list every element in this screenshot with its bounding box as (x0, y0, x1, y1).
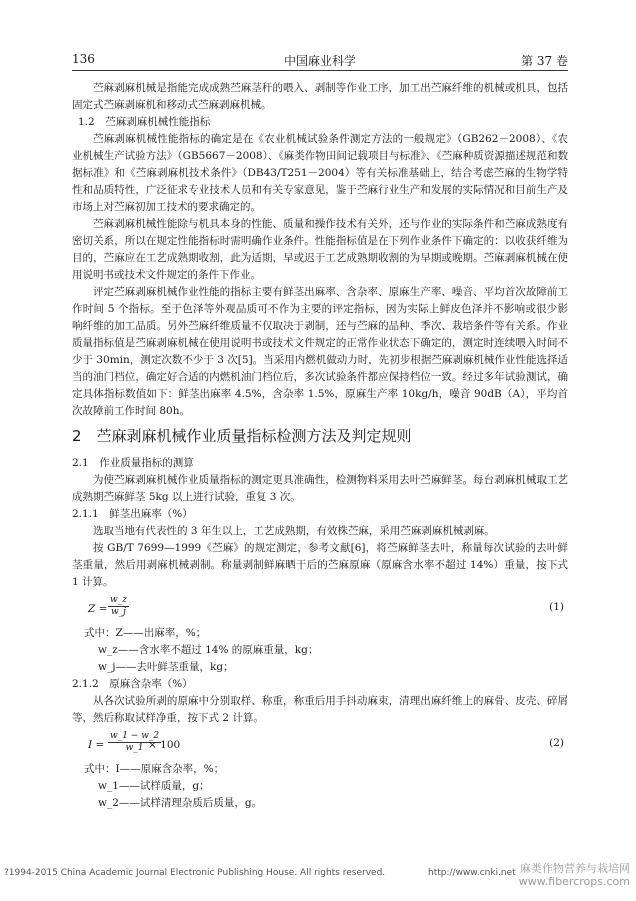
equation-1-fraction (108, 595, 129, 618)
section-heading-2-1: 2.1 作业质量指标的测算 (72, 457, 194, 469)
journal-name: 中国麻业科学 (283, 54, 356, 68)
equation-1-number: (1) (549, 601, 564, 613)
footer-url-link[interactable]: http://www.cnki.net (428, 868, 516, 878)
equation-1-var-2: w_z——含水率不超过 14% 的原麻重量，kg； (98, 644, 319, 656)
paragraph-intro: 苎麻剥麻机械是指能完成成熟苎麻茎秆的喂入、剥制等作业工序，加工出苎麻纤维的机械或机具，包括固定式苎麻剥麻机和移动式苎麻剥麻机械。 (72, 82, 568, 111)
equation-1-var-1: 式中：Z——出麻率，%； (84, 627, 207, 639)
page-number: 136 (72, 52, 95, 66)
paragraph-1-2-b: 苎麻剥麻机械性能除与机具本身的性能、质量和操作技术有关外，还与作业的实际条件和苎麻成熟度有密切关系，所以在规定性能指标时需明确作业条件。性能指标值是在下列作业条件下确定的：以收获纤维为目的，苎麻应在工艺成熟期收割，此为适期，早或迟于工艺成熟期收割的为早期或晚期。苎麻剥麻机械在使用说明书或技术文件规定的条件下作业。 (72, 218, 568, 281)
equation-1-var-3: w_j——去叶鲜茎重量，kg； (98, 661, 234, 673)
equation-2-var-2: w_1——试样质量，g； (98, 780, 210, 792)
section-heading-1-2: 1.2 苎麻剥麻机械性能指标 (78, 116, 211, 128)
paragraph-2-1-1-b: 按 GB/T 7699—1999《苎麻》的规定测定，参考文献[6]，将苎麻鲜茎去叶，称量每次试验的去叶鲜茎重量，然后用剥麻机械剥制。称量剥制鲜麻晒干后的苎麻原麻（原麻含水率不超过 14%）重量，按下式 1 计算。 (72, 542, 568, 588)
header-rule (72, 70, 568, 71)
section-heading-2: 2 苎麻剥麻机械作业质量指标检测方法及判定规则 (72, 427, 412, 445)
equation-2-denominator: w_1 (125, 743, 144, 753)
equation-1 (72, 597, 568, 621)
section-heading-2-1-1: 2.1.1 鲜茎出麻率（%） (72, 508, 193, 520)
equation-2-lhs: I = (88, 739, 105, 751)
equation-2-numerator: w_1 − w_2 (110, 731, 160, 741)
running-header (72, 52, 568, 72)
paragraph-2-1: 为使苎麻剥麻机械作业质量指标的测定更具准确性，检测物料采用去叶苎麻鲜茎。每台剥麻机械取工艺成熟期苎麻鲜茎 5kg 以上进行试验，重复 3 次。 (72, 474, 568, 503)
section-heading-2-1-2: 2.1.2 原麻含杂率（%） (72, 678, 193, 690)
copyright-notice: ?1994-2015 China Academic Journal Electronic Publishing House. All rights reserved. (4, 868, 386, 878)
paragraph-2-1-1-a: 选取当地有代表性的 3 年生以上，工艺成熟期，有效株苎麻，采用苎麻剥麻机械剥麻。 (93, 525, 495, 537)
watermark-line-2: www.fibercrops.com (518, 875, 630, 888)
paragraph-1-2-a: 苎麻剥麻机械性能指标的确定是在《农业机械试验条件测定方法的一般规定》（GB262－2008）、《农业机械生产试验方法》（GB5667－2008）、《麻类作物田间记载项目与标准》、《苎麻种质资源描述规范和数据标准》和《苎麻剥麻机技术条件》（DB43/T251－2004）等有关标准基础上，结合考虑苎麻的生物学特性和品质特性，广泛征求专业技术人员和有关专家意见，鉴于苎麻行业生产和发展的实际情况和目前生产及市场上对苎麻初加工技术的要求确定的。 (72, 133, 568, 213)
equation-1-numerator: w_z (110, 595, 127, 605)
paragraph-2-1-2: 从各次试验所剥的原麻中分别取样、称重，称重后用手抖动麻束，清理出麻纤维上的麻骨、皮壳、碎屑等，然后称取试样净重，按下式 2 计算。 (72, 695, 568, 724)
watermark (519, 862, 630, 888)
equation-1-lhs: Z = (88, 603, 108, 615)
equation-2-number: (2) (549, 737, 564, 749)
equation-1-denominator: w_j (110, 607, 126, 617)
watermark-line-1: 麻类作物营养与栽培网 (520, 862, 630, 875)
equation-2-var-1: 式中：I——原麻含杂率，%； (84, 763, 225, 775)
equation-2 (72, 733, 568, 757)
equation-2-tail: × 100 (148, 739, 181, 751)
article-body (72, 80, 568, 812)
volume-label: 第 37 卷 (521, 54, 568, 68)
paragraph-1-2-c: 评定苎麻剥麻机械作业性能的指标主要有鲜茎出麻率、含杂率、原麻生产率、噪音、平均首次故障前工作时间 5 个指标。至于色泽等外观品质可不作为主要的评定指标，因为实际上鲜皮色泽并不影响或很少影响纤维的加工品质。另外苎麻纤维质量不仅取决于剥制，还与苎麻的品种、季次、栽培条件等有关系。作业质量指标值是苎麻剥麻机械在使用说明书或技术文件规定的正常作业状态下确定的，测定时连续喂入时间不少于 30min，测定次数不少于 3 次[5]。当采用内燃机做动力时，先初步根据苎麻剥麻机械作业性能选择适当的油门档位，确定好合适的内燃机油门档位后，多次试验条件都应保持档位一致。经过多年试验测试，确定具体指标数值如下：鲜茎出麻率 4.5%，含杂率 1.5%，原麻生产率 10kg/h，噪音 90dB（A），平均首次故障前工作时间 80h。 (72, 286, 568, 417)
equation-2-var-3: w_2——试样清理杂质后质量，g。 (98, 797, 263, 809)
